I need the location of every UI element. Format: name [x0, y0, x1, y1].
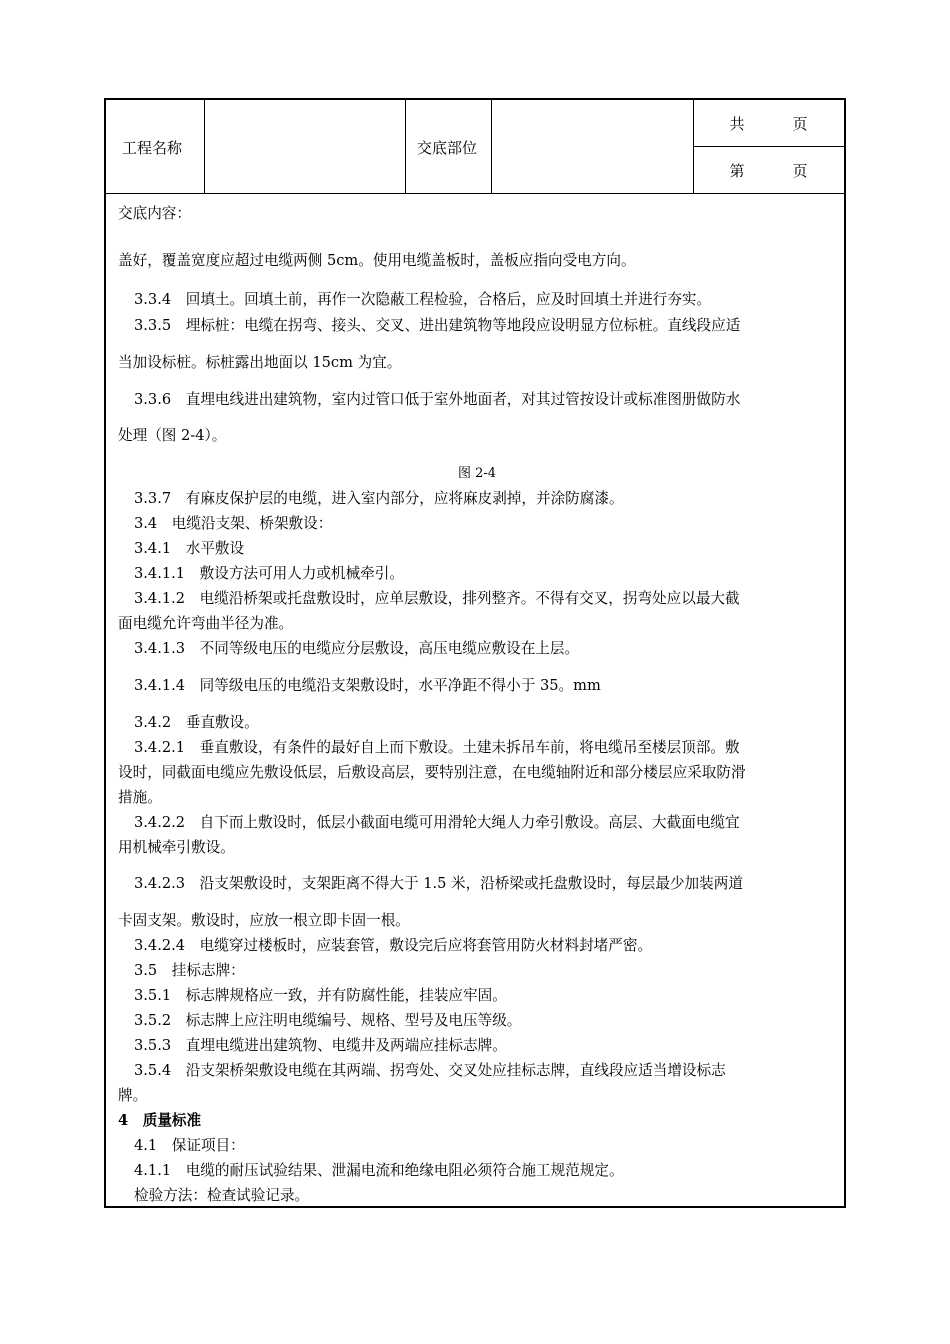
content-line: 用机械牵引敷设。	[118, 839, 235, 856]
content-line: 卡固支架。敷设时，应放一根立即卡固一根。	[118, 912, 410, 929]
content-line: 盖好，覆盖宽度应超过电缆两侧 5cm。使用电缆盖板时，盖板应指向受电方向。	[118, 252, 636, 269]
total-pages-label: 共	[729, 114, 745, 133]
content-line: 3.3.4 回填土。回填土前，再作一次隐蔽工程检验，合格后，应及时回填土并进行夯实。	[134, 291, 712, 308]
content-line: 3.4.2.2 自下而上敷设时，低层小截面电缆可用滑轮大绳人力牵引敷设。高层、大截面电缆宜	[134, 814, 740, 831]
project-name-label: 工程名称	[122, 139, 183, 157]
content-line: 3.4.2.1 垂直敷设，有条件的最好自上而下敷设。土建未拆吊车前，将电缆吊至楼层顶部。敷	[134, 739, 740, 756]
content-line: 3.5.2 标志牌上应注明电缆编号、规格、型号及电压等级。	[134, 1012, 522, 1029]
page-number-label: 第	[729, 161, 745, 180]
content-line: 3.4.1.1 敷设方法可用人力或机械牵引。	[134, 565, 404, 582]
content-line: 3.5.1 标志牌规格应一致，并有防腐性能，挂装应牢固。	[134, 987, 507, 1004]
total-pages-cell	[693, 100, 844, 146]
content-line: 检验方法：检查试验记录。	[134, 1187, 310, 1204]
content-line: 3.5.3 直埋电缆进出建筑物、电缆井及两端应挂标志牌。	[134, 1037, 507, 1054]
divider	[405, 100, 406, 194]
content-line: 3.5 挂标志牌：	[134, 962, 245, 979]
page-number-unit: 页	[792, 161, 808, 180]
content-line: 牌。	[118, 1087, 148, 1104]
content-line: 3.4.2 垂直敷设。	[134, 714, 259, 731]
content-line: 3.4.1 水平敷设	[134, 540, 245, 557]
content-line: 4.1.1 电缆的耐压试验结果、泄漏电流和绝缘电阻必须符合施工规范规定。	[134, 1162, 624, 1179]
total-pages-unit: 页	[792, 114, 808, 133]
content-line: 3.4.1.4 同等级电压的电缆沿支架敷设时，水平净距不得小于 35。mm	[134, 677, 601, 694]
content-line: 3.3.6 直埋电线进出建筑物，室内过管口低于室外地面者，对其过管按设计或标准图册做防水	[134, 391, 741, 408]
content-line: 3.5.4 沿支架桥架敷设电缆在其两端、拐弯处、交叉处应挂标志牌，直线段应适当增设标志	[134, 1062, 726, 1079]
form-header	[106, 100, 844, 194]
content-line: 3.4.1.3 不同等级电压的电缆应分层敷设，高压电缆应敷设在上层。	[134, 640, 580, 657]
page-number-cell	[693, 147, 844, 193]
content-line: 3.4 电缆沿支架、桥架敷设：	[134, 515, 333, 532]
content-line: 面电缆允许弯曲半径为准。	[118, 615, 294, 632]
content-line: 当加设标桩。标桩露出地面以 15cm 为宜。	[118, 354, 402, 371]
content-line: 3.3.7 有麻皮保护层的电缆，进入室内部分，应将麻皮剥掉，并涂防腐漆。	[134, 490, 624, 507]
content-line: 3.4.2.3 沿支架敷设时，支架距离不得大于 1.5 米，沿桥梁或托盘敷设时，每层最少加装两道	[134, 875, 743, 892]
content-line: 措施。	[118, 789, 162, 806]
disclosure-form	[104, 98, 846, 1208]
figure-caption: 图 2-4	[457, 466, 497, 481]
content-line: 设时，同截面电缆应先敷设低层，后敷设高层，要特别注意，在电缆轴附近和部分楼层应采取防滑	[118, 764, 746, 781]
divider	[491, 100, 492, 194]
divider	[204, 100, 205, 194]
content-line: 3.3.5 埋标桩：电缆在拐弯、接头、交叉、进出建筑物等地段应设明显方位标桩。直线段应适	[134, 317, 741, 334]
content-intro: 交底内容：	[118, 205, 191, 222]
location-label: 交底部位	[417, 139, 478, 157]
section-heading: 4 质量标准	[118, 1112, 202, 1129]
content-line: 3.4.2.4 电缆穿过楼板时，应装套管，敷设完后应将套管用防火材料封堵严密。	[134, 937, 653, 954]
content-line: 处理（图 2-4）。	[118, 427, 227, 444]
content-line: 3.4.1.2 电缆沿桥架或托盘敷设时，应单层敷设，排列整齐。不得有交叉，拐弯处应以最大截	[134, 590, 740, 607]
content-line: 4.1 保证项目：	[134, 1137, 245, 1154]
